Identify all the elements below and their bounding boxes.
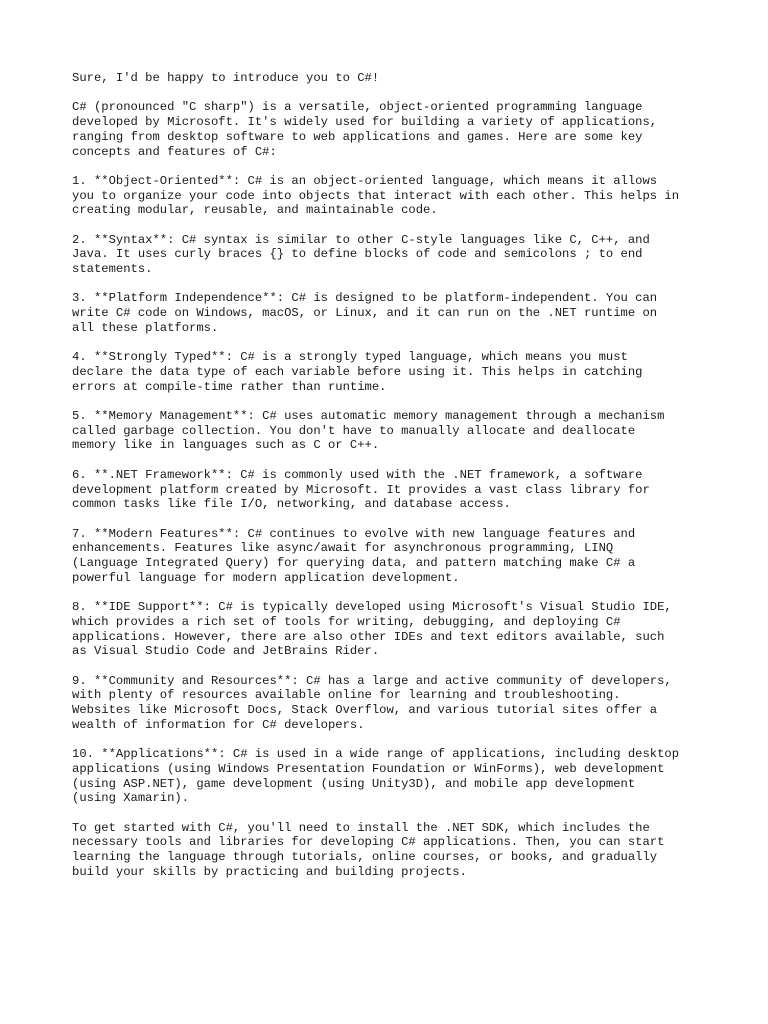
closing-paragraph: To get started with C#, you'll need to install the .NET SDK, which includes the necessary tools and libraries for developing C# applications. Then, you can start learning the language through tutorials, online courses, or books, and gradually build your skills by practicing and building projects. xyxy=(72,820,665,879)
list-item-community-resources: 9. **Community and Resources**: C# has a large and active community of developers, with plenty of resources available online for learning and troubleshooting. Websites like Microsoft Docs, Stack Overflow, and various tutorial sites offer a wealth of information for C# developers. xyxy=(72,673,672,732)
document-page xyxy=(72,71,702,894)
list-item-memory-management: 5. **Memory Management**: C# uses automatic memory management through a mechanism called garbage collection. You don't have to manually allocate and deallocate memory like in languages such as C or C++. xyxy=(72,409,665,453)
list-item-ide-support: 8. **IDE Support**: C# is typically developed using Microsoft's Visual Studio IDE, which provides a rich set of tools for writing, debugging, and deploying C# applications. However, there are also other IDEs and text editors available, such as Visual Studio Code and JetBrains Rider. xyxy=(72,600,672,659)
list-item-dotnet-framework: 6. **.NET Framework**: C# is commonly used with the .NET framework, a software development platform created by Microsoft. It provides a vast class library for common tasks like file I/O, networking, and database access. xyxy=(72,467,650,512)
overview-paragraph: C# (pronounced "C sharp") is a versatile, object-oriented programming language developed by Microsoft. It's widely used for building a variety of applications, ranging from desktop software to web applications and games. Here are some key concepts and features of C#: xyxy=(72,100,658,159)
list-item-syntax: 2. **Syntax**: C# syntax is similar to other C-style languages like C, C++, and Java. It uses curly braces {} to define blocks of code and semicolons ; to end statements. xyxy=(72,232,650,277)
list-item-strongly-typed: 4. **Strongly Typed**: C# is a strongly typed language, which means you must declare the data type of each variable before using it. This helps in catching errors at compile-time rather than runtime. xyxy=(72,350,643,394)
list-item-modern-features: 7. **Modern Features**: C# continues to evolve with new language features and enhancements. Features like async/await for asynchronous programming, LINQ (Language Integrated Query) for querying data, and pattern matching make C# a powerful language for modern application development. xyxy=(72,526,636,585)
list-item-object-oriented: 1. **Object-Oriented**: C# is an object-oriented language, which means it allows you to organize your code into objects that interact with each other. This helps in creating modular, reusable, and maintainable code. xyxy=(72,173,680,218)
list-item-platform-independence: 3. **Platform Independence**: C# is designed to be platform-independent. You can write C# code on Windows, macOS, or Linux, and it can run on the .NET runtime on all these platforms. xyxy=(72,291,658,335)
list-item-applications: 10. **Applications**: C# is used in a wide range of applications, including desktop applications (using Windows Presentation Foundation or WinForms), web development (using ASP.NET), game development (using Unity3D), and mobile app development (using Xamarin). xyxy=(72,747,680,806)
intro-paragraph: Sure, I'd be happy to introduce you to C#! xyxy=(72,71,380,85)
